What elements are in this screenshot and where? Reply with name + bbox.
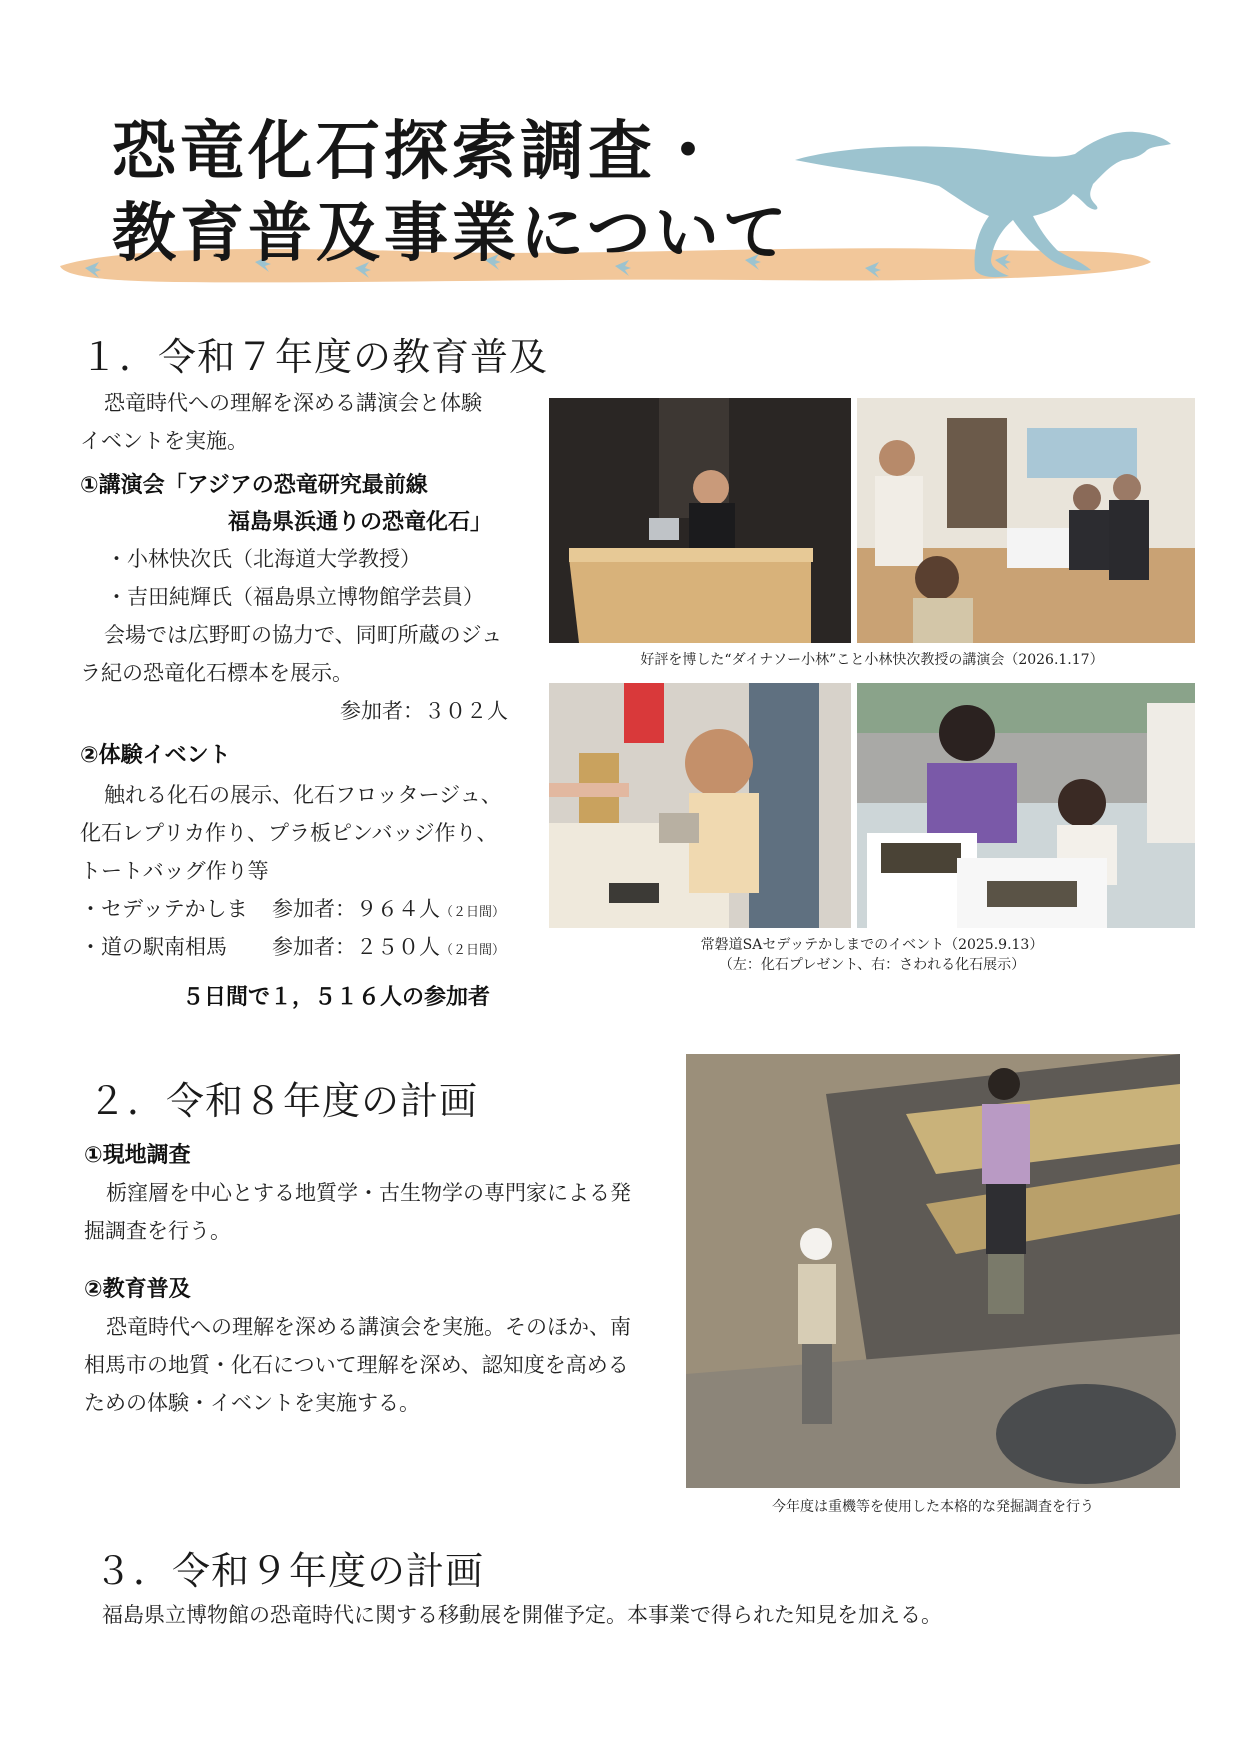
event-line3: トートバッグ作り等 [80, 859, 269, 883]
section1-intro-line1: 恐竜時代への理解を深める講演会と体験 [104, 391, 482, 415]
photo-caption-lecture: 好評を博した“ダイナソー小林”こと小林快次教授の講演会（2026.1.17） [640, 652, 1104, 668]
section1-intro-line2: イベントを実施。 [80, 429, 248, 453]
education-heading: ②教育普及 [84, 1277, 191, 1302]
photo-lecture-podium [549, 398, 851, 643]
site1-name: ・セデッテかしま [80, 897, 248, 921]
speaker-2: ・吉田純輝氏（福島県立博物館学芸員） [106, 585, 484, 609]
venue-line2: ラ紀の恐竜化石標本を展示。 [80, 661, 353, 685]
site1-count: 参加者：９６４人（２日間） [272, 897, 506, 921]
education-line3: ための体験・イベントを実施する。 [84, 1391, 420, 1415]
venue-line1: 会場では広野町の協力で、同町所蔵のジュ [104, 623, 503, 647]
section3-text: 福島県立博物館の恐竜時代に関する移動展を開催予定。本事業で得られた知見を加える。 [102, 1603, 942, 1627]
site2-count: 参加者：２５０人（２日間） [272, 935, 506, 959]
section3-heading: ３．令和９年度の計画 [94, 1549, 485, 1593]
section1-heading: １．令和７年度の教育普及 [80, 335, 549, 379]
lecture-heading-line1: ①講演会「アジアの恐竜研究最前線 [80, 473, 428, 498]
survey-line1: 栃窪層を中心とする地質学・古生物学の専門家による発 [106, 1181, 631, 1205]
survey-line2: 掘調査を行う。 [84, 1219, 231, 1243]
photo-fossil-present [549, 683, 851, 928]
survey-heading: ①現地調査 [84, 1143, 191, 1168]
page-title-line1: 恐竜化石探索調査・ [112, 115, 724, 189]
photo-autograph-session [857, 398, 1195, 643]
event-line1: 触れる化石の展示、化石フロッタージュ、 [104, 783, 502, 807]
education-line2: 相馬市の地質・化石について理解を深め、認知度を高める [84, 1353, 629, 1377]
event-total: ５日間で１，５１６人の参加者 [182, 985, 491, 1010]
speaker-1: ・小林快次氏（北海道大学教授） [106, 547, 421, 571]
event-line2: 化石レプリカ作り、プラ板ピンバッジ作り、 [80, 821, 498, 845]
photo-caption-event-line1: 常磐道SAセデッテかしまでのイベント（2025.9.13） [700, 937, 1044, 953]
lecture-participants: 参加者：３０２人 [340, 699, 508, 723]
event-heading: ②体験イベント [80, 743, 231, 768]
photo-caption-event-line2: （左：化石プレゼント、右：さわれる化石展示） [718, 957, 1026, 973]
dinosaur-silhouette-icon [795, 120, 1175, 280]
education-line1: 恐竜時代への理解を深める講演会を実施。そのほか、南 [106, 1315, 631, 1339]
section2-heading: ２．令和８年度の計画 [88, 1079, 479, 1123]
photo-field-survey [686, 1054, 1180, 1488]
page-title-line2: 教育普及事業について [112, 197, 791, 271]
site2-name: ・道の駅南相馬 [80, 935, 227, 959]
photo-touchable-fossils [857, 683, 1195, 928]
photo-caption-survey: 今年度は重機等を使用した本格的な発掘調査を行う [772, 1499, 1094, 1515]
lecture-heading-line2: 福島県浜通りの恐竜化石」 [228, 510, 493, 535]
